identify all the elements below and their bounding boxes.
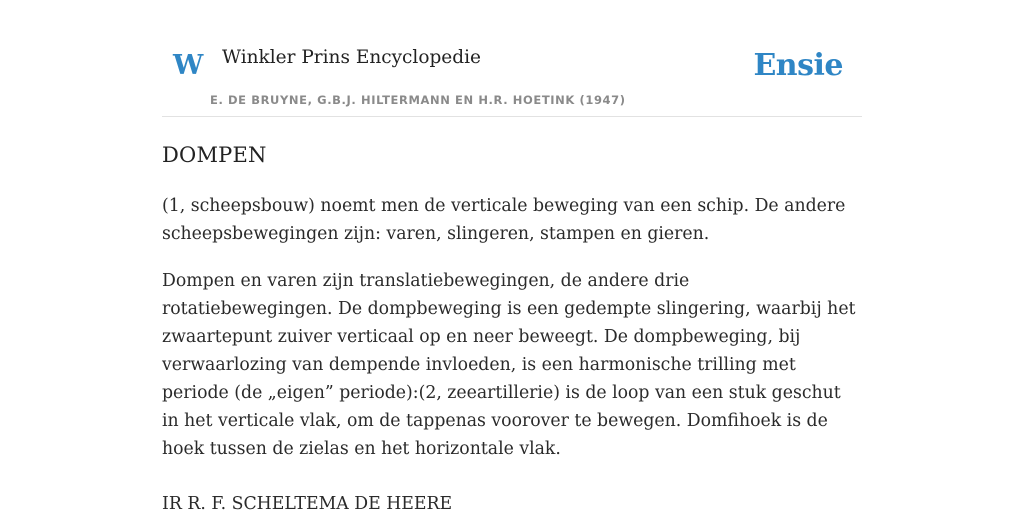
page-header <box>162 0 862 117</box>
source-authors: E. DE BRUYNE, G.B.J. HILTERMANN EN H.R. HOETINK (1947) <box>210 93 626 107</box>
entry-paragraph: (1, scheepsbouw) noemt men de verticale beweging van een schip. De andere scheepsbewegingen zijn: varen, slingeren, stampen en gieren. <box>162 196 846 244</box>
entry-author: IR R. F. SCHELTEMA DE HEERE <box>162 494 453 512</box>
brand-logo-link[interactable]: Ensie <box>753 48 843 83</box>
source-title[interactable]: Winkler Prins Encyclopedie <box>222 47 481 68</box>
source-logo-icon[interactable]: W <box>173 50 204 81</box>
entry-paragraph: Dompen en varen zijn translatiebewegingen, de andere drie rotatiebewegingen. De dompbeweging is een gedempte slingering, waarbij het zwaartepunt zuiver verticaal op en neer beweegt. De dompbeweging, bij verwaarlozing van dempende invloeden, is een harmonische trilling met periode (de „eigen” periode):(2, zeeartillerie) is de loop van een stuk geschut in het verticale vlak, om de tappenas voorover te bewegen. Domfihoek is de hoek tussen de zielas en het horizontale vlak. <box>162 271 856 459</box>
entry-title: DOMPEN <box>162 143 267 167</box>
entry-content <box>162 140 862 512</box>
